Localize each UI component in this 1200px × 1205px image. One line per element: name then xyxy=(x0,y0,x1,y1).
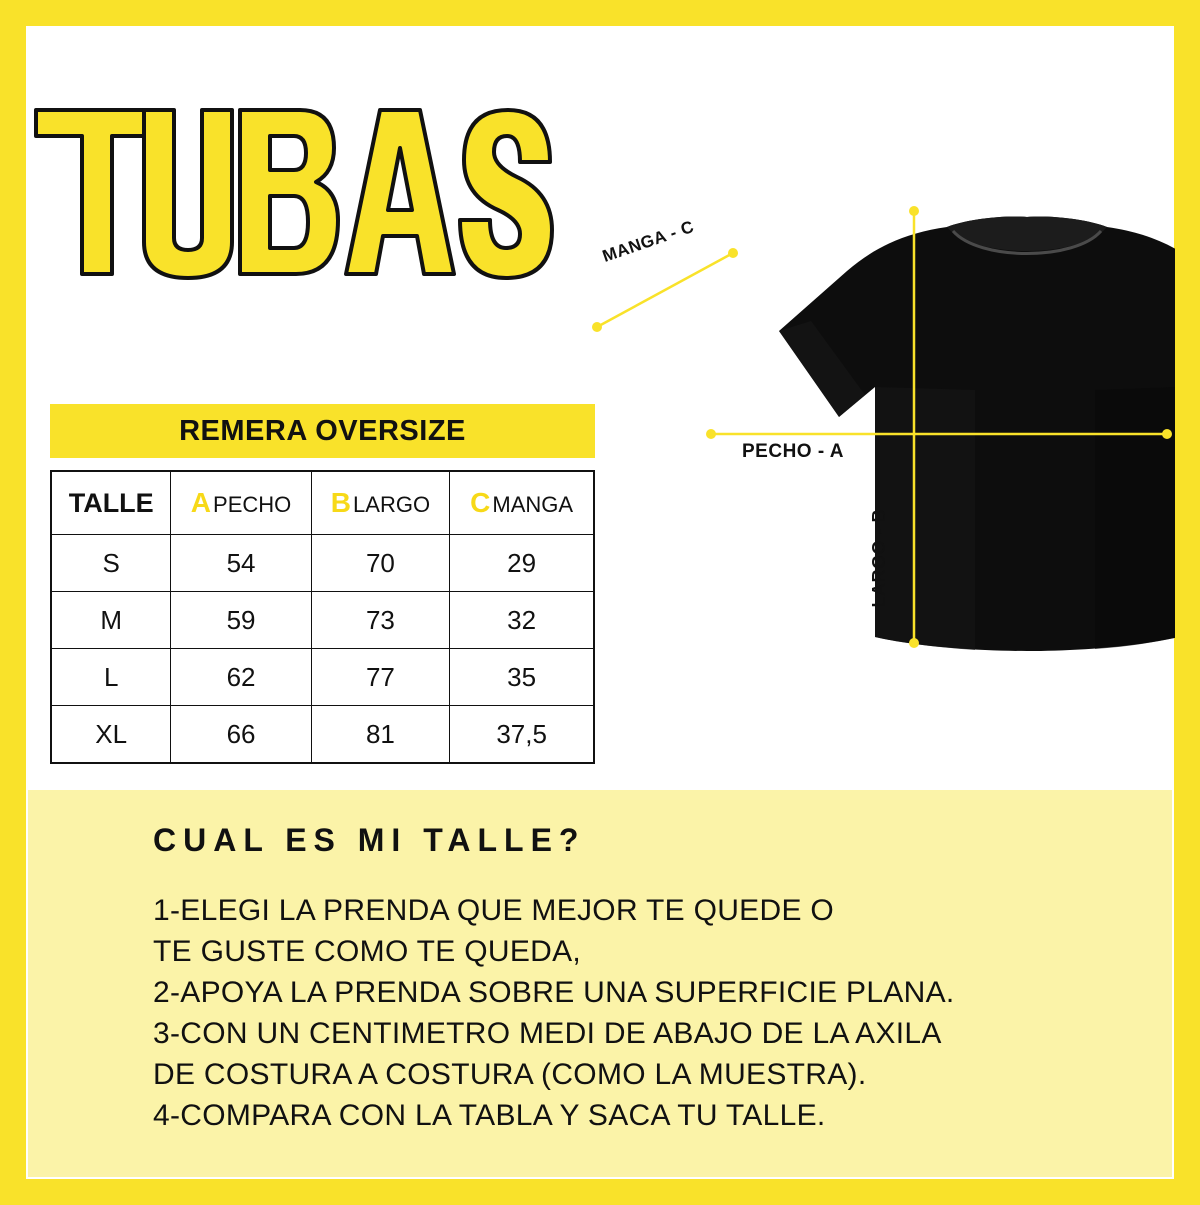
garment-diagram xyxy=(575,185,1175,685)
cell-manga: 35 xyxy=(450,649,594,706)
info-panel xyxy=(28,790,1172,1177)
column-header-talle: TALLE xyxy=(51,471,171,535)
cell-largo: 70 xyxy=(311,535,450,592)
column-word-manga: MANGA xyxy=(492,492,574,517)
column-letter-b: B xyxy=(330,487,352,518)
size-table-title: REMERA OVERSIZE xyxy=(50,404,595,458)
cell-pecho: 66 xyxy=(171,706,311,764)
column-header-largo xyxy=(311,471,450,535)
cell-largo: 77 xyxy=(311,649,450,706)
cell-manga: 37,5 xyxy=(450,706,594,764)
instruction-line: DE COSTURA A COSTURA (COMO LA MUESTRA). xyxy=(153,1058,867,1091)
column-letter-c: C xyxy=(470,487,491,518)
cell-talle: L xyxy=(51,649,171,706)
instruction-line: 4-COMPARA CON LA TABLA Y SACA TU TALLE. xyxy=(153,1099,826,1132)
measure-label-pecho: PECHO - A xyxy=(742,441,844,462)
column-word-largo: LARGO xyxy=(353,492,431,517)
table-row xyxy=(51,592,594,649)
size-table-block xyxy=(50,404,595,764)
cell-largo: 73 xyxy=(311,592,450,649)
cell-manga: 32 xyxy=(450,592,594,649)
table-row xyxy=(51,649,594,706)
table-header-row xyxy=(51,471,594,535)
info-panel-title: CUAL ES MI TALLE? xyxy=(153,822,586,858)
table-row xyxy=(51,535,594,592)
instruction-line: TE GUSTE COMO TE QUEDA, xyxy=(153,935,582,968)
instruction-line: 2-APOYA LA PRENDA SOBRE UNA SUPERFICIE PLANA. xyxy=(153,976,955,1009)
cell-pecho: 54 xyxy=(171,535,311,592)
cell-talle: S xyxy=(51,535,171,592)
column-header-manga xyxy=(450,471,594,535)
measure-label-manga: MANGA - C xyxy=(600,216,697,266)
cell-talle: XL xyxy=(51,706,171,764)
table-row xyxy=(51,706,594,764)
column-word-pecho: PECHO xyxy=(213,492,292,517)
cell-pecho: 62 xyxy=(171,649,311,706)
brand-logo xyxy=(28,92,588,292)
instruction-line: 1-ELEGI LA PRENDA QUE MEJOR TE QUEDE O xyxy=(153,894,835,927)
cell-largo: 81 xyxy=(311,706,450,764)
cell-manga: 29 xyxy=(450,535,594,592)
info-instructions xyxy=(153,890,1113,1136)
column-header-pecho xyxy=(171,471,311,535)
cell-talle: M xyxy=(51,592,171,649)
cell-pecho: 59 xyxy=(171,592,311,649)
measure-label-largo: LARGO - B xyxy=(869,509,889,608)
column-letter-a: A xyxy=(190,487,212,518)
size-table xyxy=(50,470,595,764)
instruction-line: 3-CON UN CENTIMETRO MEDI DE ABAJO DE LA AXILA xyxy=(153,1017,942,1050)
